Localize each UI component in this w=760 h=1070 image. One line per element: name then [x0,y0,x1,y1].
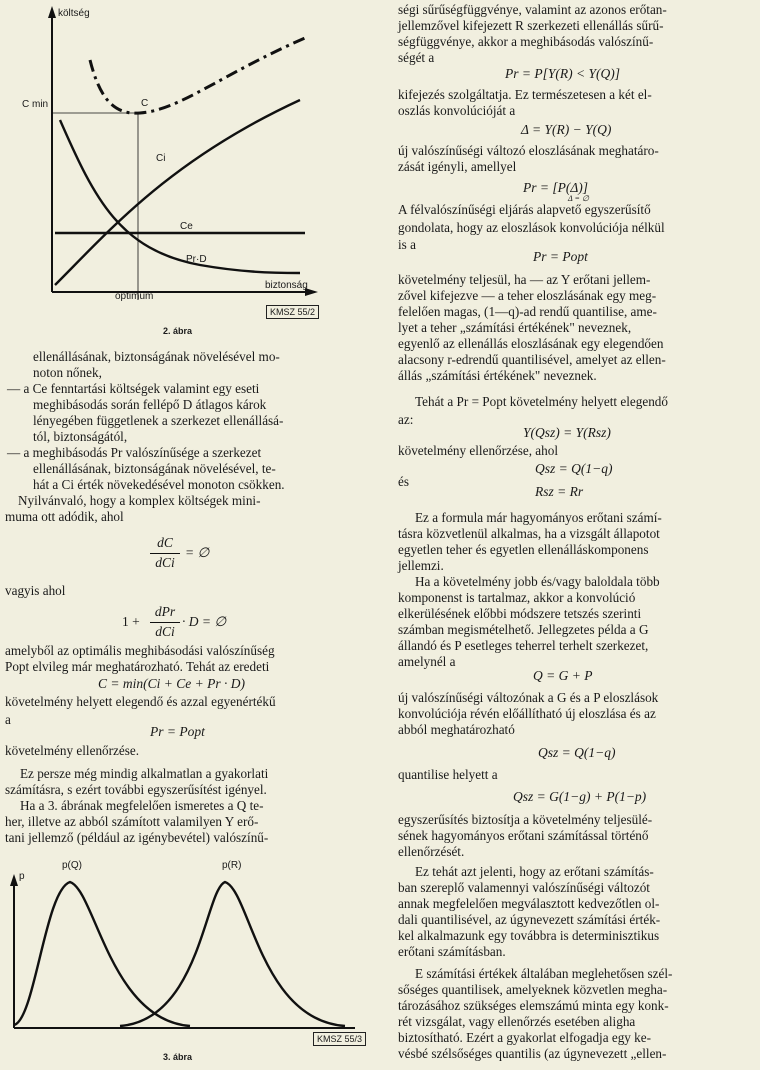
left-line-19: Ha a 3. ábrának megfelelően ismeretes a Q te- [20,798,264,813]
right-line-44: erőtani számításban. [398,944,506,959]
right-line-6: új valószínűségi változó eloszlásának meghatáro- [398,143,659,158]
right-line-41: annak megfelelően megválasztott kedvezőtlen ol- [398,896,660,911]
left-line-4: lényegében függetlenek a szerkezet ellenállásá- [33,413,284,428]
right-line-13: felelően magas, (1—q)-ad rendű quantilise, ame- [398,304,657,319]
left-line-15: a [5,712,11,727]
eq2-lhs: 1 + [122,614,140,629]
left-line-21: tani jellemző (például az igénybevétel) valószínű- [5,830,269,845]
fig3-y-label: p [19,871,25,882]
right-line-15: egyenlő az ellenállás eloszlásának egy elegendően [398,336,664,351]
eq2-dp-num: dPr [154,604,176,619]
left-line-2: — a Ce fenntartási költségek valamint egy eseti [7,381,260,396]
right-line-8: A félvalószínűségi eljárás alapvető egyszerűsítő [398,202,651,217]
right-line-46: sőséges quantilisek, amelyeknek közvetlen megha- [398,982,668,997]
left-line-18: számításra, s ezért további egyszerűsítést igényel. [5,782,267,797]
req1: Pr = P[Y(R) < Y(Q)] [505,66,620,81]
left-line-8: hát a Ci érték növekedésével monoton csökken. [33,477,285,492]
right-line-34: abból meghatározható [398,722,515,737]
right-line-4: kifejezés szolgáltatja. Ez természetesen a két el- [398,87,652,102]
req2: Δ = Y(R) − Y(Q) [521,122,612,137]
req5: Y(Qsz) = Y(Rsz) [523,425,611,440]
left-line-14: követelmény helyett elegendő és azzal egyenértékű [5,694,276,709]
right-line-30: állandó és P esetleges teherrel terhelt szerkezet, [398,638,649,653]
right-line-17: állás „számítási értékének" neveznek. [398,368,597,383]
fig3-stamp: KMSZ 55/3 [313,1032,366,1046]
eq1-fraction-bar [150,553,180,554]
left-line-16: követelmény ellenőrzése. [5,743,140,758]
right-line-36: egyszerűsítés biztosítja a követelmény teljesülé- [398,812,653,827]
left-line-5: tól, biztonságától, [33,429,128,444]
right-line-1: jellemzővel kifejezett R szerkezeti ellenállás sűrű- [398,18,664,33]
req3-sub: Δ = ∅ [568,194,589,203]
left-line-10: muma ott adódik, ahol [5,509,124,524]
right-line-32: új valószínűségi változónak a G és a P eloszlások [398,690,659,705]
right-line-3: ségét a [398,50,435,65]
right-line-29: számban megismételhető. Jellegzetes példa a G [398,622,649,637]
right-line-21: és [398,474,409,489]
right-line-10: is a [398,237,416,252]
right-line-27: komponenst is tartalmaz, akkor a konvolúció [398,590,636,605]
right-line-37: sének hagyományos erőtani számítással történő [398,828,649,843]
right-line-33: konvolúciója révén előállítható új eloszlása és az [398,706,656,721]
right-line-39: Ez tehát azt jelenti, hogy az erőtani számítás- [415,864,654,879]
right-line-28: elkerülésének előbbi módszere tetszés szerinti [398,606,642,621]
req10: Qsz = G(1−g) + P(1−p) [513,789,647,804]
fig2-caption: 2. ábra [163,326,193,336]
right-line-38: ellenőrzését. [398,844,465,859]
fig2-ci-label: Ci [156,153,166,164]
right-line-42: dali quantilisével, az úgynevezett számítási érték- [398,912,661,927]
fig2-prd-label: Pr·D [186,254,207,265]
eq1-dc-den: dCi [155,555,175,570]
right-line-14: lyet a teher „számítási értékének" neveznek, [398,320,632,335]
figure-2-cost-chart [0,0,350,320]
eq2-rhs: · D = ∅ [182,614,227,629]
left-line-1: noton nőnek, [33,365,102,380]
left-line-7: ellenállásának, biztonságának növelésével, te- [33,461,276,476]
fig3-pr-label: p(R) [222,860,242,871]
left-line-17: Ez persze még mindig alkalmatlan a gyakorlati [20,766,269,781]
right-line-16: alacsony r-edrendű quantilisével, amelyet az ellen- [398,352,666,367]
right-line-12: zővel kifejezve — a teher eloszlásának egy meg- [398,288,657,303]
left-line-20: her, illetve az abból számított valamilyen Y erő- [5,814,259,829]
left-line-9: Nyilvánvaló, hogy a komplex költségek mini- [18,493,261,508]
right-line-22: Ez a formula már hagyományos erőtani számí- [415,510,662,525]
right-line-40: ban szereplő valamennyi valószínűségi változót [398,880,650,895]
eq1-rhs: = ∅ [185,545,210,560]
right-line-20: követelmény ellenőrzése, ahol [398,443,559,458]
req8: Q = G + P [533,668,593,683]
right-line-2: ségfüggvénye, akkor a meghibásodás valószínű- [398,34,654,49]
right-line-0: ségi sűrűségfüggvénye, valamint az azonos erőtan- [398,2,667,17]
left-line-0: ellenállásának, biztonságának növelésével mo- [33,349,280,364]
right-line-5: oszlás konvolúcióját a [398,103,516,118]
fig3-pq-label: p(Q) [62,860,82,871]
right-line-50: vésbé szélsőséges quantilis (az úgynevezett „ellen- [398,1046,667,1061]
right-line-43: kel alkalmazunk egy továbbra is determinisztikus [398,928,660,943]
eq1-dc-num: dC [157,535,173,550]
req4: Pr = Popt [533,249,588,264]
right-line-7: zását igényli, amellyel [398,159,517,174]
right-line-19: az: [398,412,414,427]
right-line-9: gondolata, hogy az eloszlások konvolúciója nélkül [398,220,665,235]
eq3: C = min(Ci + Ce + Pr · D) [98,676,245,691]
req7: Rsz = Rr [535,484,584,499]
fig2-stamp: KMSZ 55/2 [266,305,319,319]
right-line-35: quantilise helyett a [398,767,498,782]
fig2-c-label: C [141,98,149,109]
req9: Qsz = Q(1−q) [538,745,616,760]
eq2-fraction-bar [150,622,180,623]
left-line-13: Popt elvileg már meghatározható. Tehát az eredeti [5,659,270,674]
right-line-23: tásra közvetlenül alkalmas, ha a vizsgált állapotot [398,526,660,541]
eq2-dp-den: dCi [155,624,175,639]
left-line-12: amelyből az optimális meghibásodási valószínűség [5,643,275,658]
right-line-18: Tehát a Pr = Popt követelmény helyett elegendő [415,394,668,409]
right-line-26: Ha a követelmény jobb és/vagy baloldala több [415,574,660,589]
fig3-caption: 3. ábra [163,1052,193,1062]
left-line-6: — a meghibásodás Pr valószínűsége a szerkezet [7,445,262,460]
right-line-24: egyetlen teher és egyetlen ellenálláskomponens [398,542,649,557]
req6: Qsz = Q(1−q) [535,461,613,476]
right-line-11: követelmény teljesül, ha — az Y erőtani jellem- [398,272,651,287]
fig2-y-label: költség [58,8,90,19]
req3: Pr = [P(Δ)] [523,180,589,195]
left-line-3: meghibásodás során fellépő D átlagos károk [33,397,267,412]
right-line-48: rét vizsgálat, vagy ellenőrzés esetében aligha [398,1014,636,1029]
right-line-47: tározásához szükséges elemszámú minta egy konk- [398,998,669,1013]
eq4: Pr = Popt [150,724,205,739]
fig2-optimum-label: optimum [115,291,154,302]
right-line-25: jellemzi. [398,558,444,573]
right-line-49: biztosítható. Ezért a gyakorlat elfogadja egy ke- [398,1030,652,1045]
right-line-31: amelynél a [398,654,456,669]
fig2-cmin-label: C min [22,99,49,110]
right-line-45: E számítási értékek általában meglehetősen szél- [415,966,673,981]
fig2-ce-label: Ce [180,221,193,232]
fig2-x-label: biztonság [265,280,308,291]
left-line-11: vagyis ahol [5,583,66,598]
